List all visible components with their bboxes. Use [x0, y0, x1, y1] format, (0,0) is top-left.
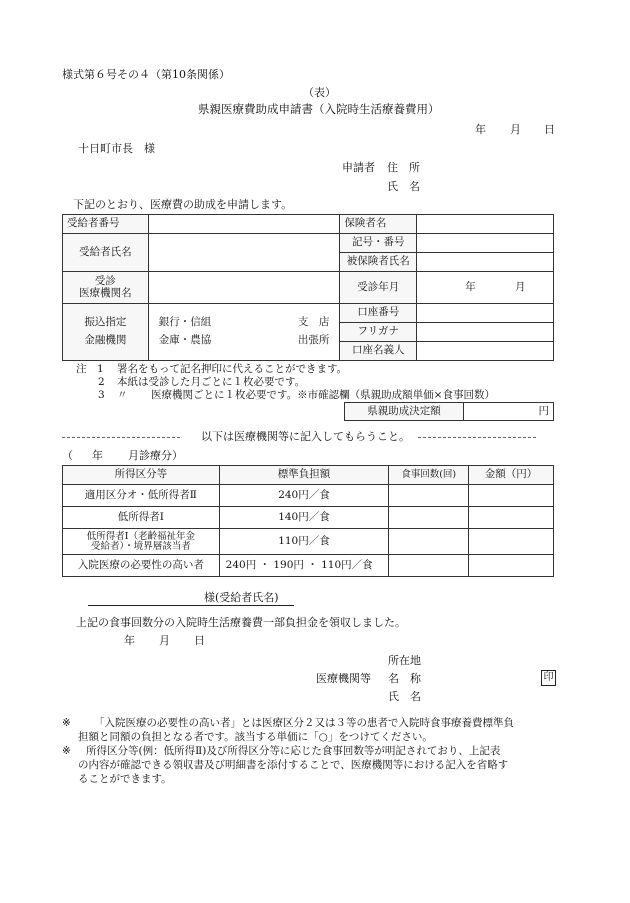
- receipt-statement: 上記の食事回数分の入院時生活療養費一部負担金を領収しました。: [76, 616, 406, 629]
- fee-row-meals-field[interactable]: [389, 529, 469, 555]
- clinic-name-label: 受診 医療機関名: [63, 272, 149, 304]
- fee-row-amount-field[interactable]: [469, 507, 554, 529]
- fee-row-meals-field[interactable]: [389, 507, 469, 529]
- insured-name-field[interactable]: [417, 253, 554, 272]
- seal-stamp: 印: [541, 670, 556, 686]
- account-number-label: 口座番号: [340, 304, 417, 323]
- recipient-number-field[interactable]: [148, 215, 340, 234]
- fee-row-amount-field[interactable]: [469, 485, 554, 507]
- location-label: 所在地: [388, 654, 421, 667]
- fee-row-category: 低所得者Ⅰ（老齢福祉年金 受給者）・境界層該当者: [63, 529, 220, 555]
- receipt-day: 日: [194, 634, 205, 647]
- furigana-label: フリガナ: [340, 323, 417, 342]
- applicant-name-label: 氏 名: [387, 180, 420, 193]
- symbol-number-field[interactable]: [417, 234, 554, 253]
- fee-row-standard[interactable]: 240円／食: [219, 485, 389, 507]
- application-table: [62, 214, 554, 361]
- applicant-role: 申請者: [342, 161, 375, 174]
- fee-row-standard[interactable]: 240円 ・ 190円 ・ 110円／食: [219, 555, 389, 577]
- fee-header-standard: 標準負担額: [219, 466, 389, 485]
- footnote-2-line2: の内容が確認できる領収書及び明細書を添付することで、医療機関等における記入を省略す: [78, 759, 509, 771]
- symbol-number-label: 記号・番号: [340, 234, 417, 253]
- visit-month-field[interactable]: [417, 272, 554, 304]
- footnote-1-line2: 担額と同額の負担となる者です。該当する単価に「○」をつけてください。: [78, 731, 433, 743]
- period-month: 月診療分）: [128, 449, 183, 462]
- furigana-field[interactable]: [417, 323, 554, 342]
- fee-row-standard[interactable]: 140円／食: [219, 507, 389, 529]
- decision-unit: 円: [538, 404, 549, 417]
- recipient-number-label: 受給者番号: [63, 215, 149, 234]
- footnote-1-line1: 「入院医療の必要性の高い者」とは医療区分２又は３等の患者で入院時食事療養費標準負: [94, 717, 514, 729]
- branch-types: 支 店 出張所: [221, 304, 340, 361]
- visit-month-unit: 月: [515, 280, 526, 293]
- fee-row-meals-field[interactable]: [389, 555, 469, 577]
- fee-header-meals: 食事回数(回): [389, 466, 469, 485]
- insured-name-label: 被保険者氏名: [340, 253, 417, 272]
- recipient-suffix: 様(受給者氏名): [204, 591, 279, 604]
- date-month: 月: [510, 123, 521, 136]
- date-year: 年: [475, 123, 486, 136]
- clinic-name-field[interactable]: [148, 272, 340, 304]
- divider-left: [62, 437, 180, 438]
- visit-year-unit: 年: [465, 280, 476, 293]
- account-holder-field[interactable]: [417, 342, 554, 361]
- fee-header-category: 所得区分等: [63, 466, 220, 485]
- divider-right: [418, 437, 536, 438]
- form-id: 様式第６号その４（第10条関係）: [62, 68, 230, 81]
- account-holder-label: 口座名義人: [340, 342, 417, 361]
- bank-label: 振込指定 金融機関: [63, 304, 149, 361]
- divider-text: 以下は医療機関等に記入してもらうこと。: [201, 430, 410, 443]
- insurer-name-field[interactable]: [417, 215, 554, 234]
- bank-types: 銀行・信組 金庫・農協: [148, 304, 221, 361]
- applicant-address-label: 住 所: [387, 161, 420, 174]
- decision-amount-field[interactable]: [464, 403, 554, 421]
- page-title: 県親医療費助成申請書（入院時生活療養費用）: [198, 102, 440, 116]
- footnote-2-line3: ることができます。: [78, 773, 172, 785]
- note-2-num: 2: [98, 376, 105, 388]
- note-2: 本紙は受診した月ごとに１枚必要です。: [117, 376, 306, 388]
- institution-name-label: 名 称: [388, 672, 421, 685]
- period-year: 年: [92, 449, 103, 462]
- intro-text: 下記のとおり、医療費の助成を申請します。: [73, 198, 293, 211]
- note-head: 注 1: [76, 363, 104, 375]
- note-3-num: 3: [98, 389, 105, 401]
- decision-label: 県親助成決定額: [345, 403, 464, 421]
- note-1: 署名をもって記名押印に代えることができます。: [117, 363, 348, 375]
- institution-label: 医療機関等: [316, 672, 371, 685]
- fee-row-category: 適用区分オ・低所得者Ⅱ: [63, 485, 220, 507]
- footnote-mark-2: ※: [62, 745, 71, 757]
- account-number-field[interactable]: [417, 304, 554, 323]
- fee-row-amount-field[interactable]: [469, 529, 554, 555]
- visit-month-label: 受診年月: [340, 272, 417, 304]
- note-3: 医療機関ごとに１枚必要です。※市確認欄（県親助成額単価×食事回数）: [151, 389, 495, 401]
- receipt-year: 年: [124, 634, 135, 647]
- recipient-name-underline: [88, 605, 294, 606]
- side-label: （表）: [303, 86, 336, 99]
- recipient-name-field[interactable]: [148, 234, 340, 272]
- period-open: （: [62, 449, 73, 462]
- footnote-mark-1: ※: [62, 717, 71, 729]
- fee-row-standard[interactable]: 110円／食: [219, 529, 389, 555]
- person-name-label: 氏 名: [388, 690, 421, 703]
- footnote-2-line1: 所得区分等(例：低所得Ⅱ)及び所得区分等に応じた食事回数等が明記されており、上記表: [86, 745, 501, 757]
- date-day: 日: [544, 123, 555, 136]
- fee-row-meals-field[interactable]: [389, 485, 469, 507]
- fee-row-category: 入院医療の必要性の高い者: [63, 555, 220, 577]
- insurer-name-label: 保険者名: [340, 215, 417, 234]
- addressee: 十日町市長 様: [78, 142, 155, 155]
- fee-row-category: 低所得者Ⅰ: [63, 507, 220, 529]
- fee-header-amount: 金額（円）: [469, 466, 554, 485]
- decision-box: [344, 402, 554, 421]
- fee-row-amount-field[interactable]: [469, 555, 554, 577]
- recipient-name-label: 受給者氏名: [63, 234, 149, 272]
- receipt-month: 月: [159, 634, 170, 647]
- note-3-mark: 〃: [117, 389, 128, 401]
- fee-table: [62, 465, 554, 577]
